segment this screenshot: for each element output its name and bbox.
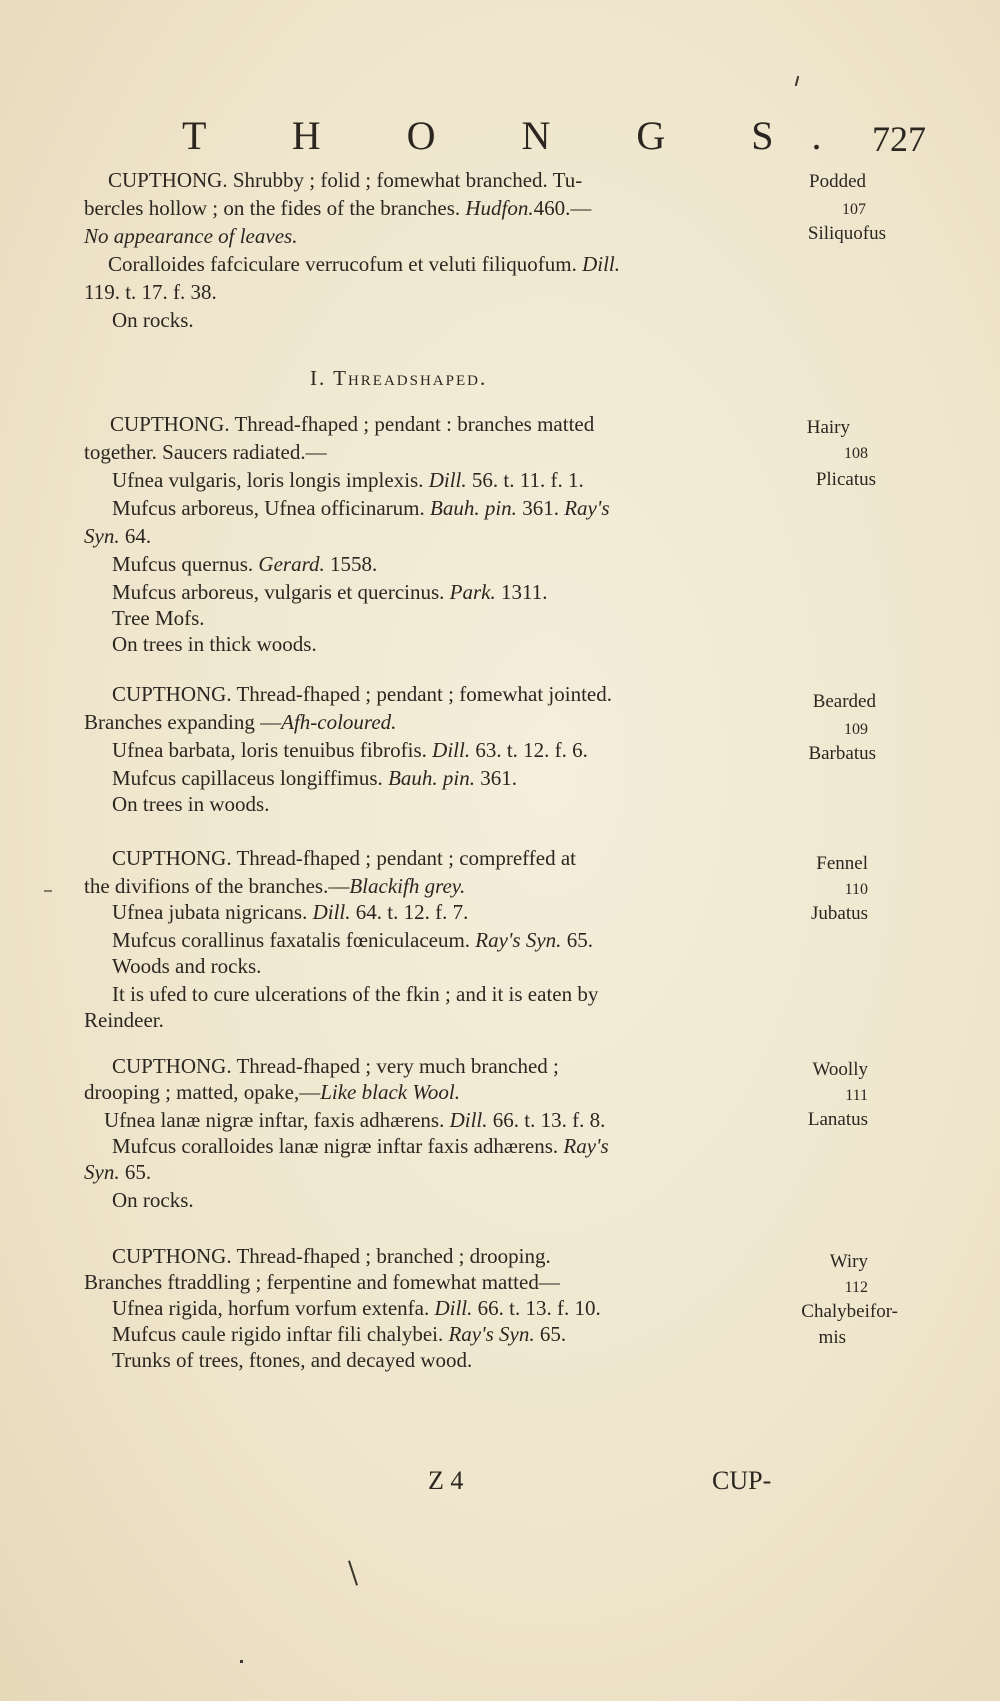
entry-line: Syn. 64. bbox=[84, 524, 152, 548]
margin-name: Fennel bbox=[816, 853, 868, 874]
entry-line: CUPTHONG. Thread-fhaped ; pendant ; fomewhat jointed. bbox=[112, 682, 612, 706]
catchword: CUP- bbox=[712, 1466, 772, 1495]
signature-mark: Z 4 bbox=[428, 1466, 464, 1495]
margin-latin: Lanatus bbox=[807, 1109, 868, 1130]
margin-latin-cont: mis bbox=[818, 1327, 846, 1348]
entry-line: CUPTHONG. Thread-fhaped ; branched ; drooping. bbox=[112, 1244, 551, 1268]
entry-line: CUPTHONG. Shrubby ; folid ; fomewhat branched. Tu- bbox=[108, 168, 583, 192]
entry-line: Ufnea lanæ nigræ inftar, faxis adhærens. Dill. 66. t. 13. f. 8. bbox=[104, 1108, 606, 1132]
entry-line: CUPTHONG. Thread-fhaped ; pendant : branches matted bbox=[110, 412, 595, 436]
section-heading: I. Threadshaped. bbox=[310, 366, 488, 390]
entry-line: Branches expanding —Afh-coloured. bbox=[84, 710, 397, 734]
entry-line: Reindeer. bbox=[84, 1008, 164, 1032]
margin-number: 111 bbox=[845, 1087, 868, 1104]
page-number: 727 bbox=[872, 119, 926, 159]
entry-line: Syn. 65. bbox=[84, 1160, 152, 1184]
entry-line: drooping ; matted, opake,—Like black Wool. bbox=[84, 1080, 460, 1104]
entry-line: Branches ftraddling ; ferpentine and fomewhat matted— bbox=[84, 1270, 560, 1294]
margin-name: Wiry bbox=[829, 1251, 868, 1272]
entry-line: Woods and rocks. bbox=[112, 954, 262, 978]
margin-latin: Barbatus bbox=[808, 743, 876, 764]
entry-line: Ufnea barbata, loris tenuibus fibrofis. Dill. 63. t. 12. f. 6. bbox=[112, 738, 588, 762]
scan-speck bbox=[795, 76, 800, 86]
running-head: T H O N G S. bbox=[182, 113, 860, 158]
entry-line: together. Saucers radiated.— bbox=[84, 440, 327, 464]
entry-line: Mufcus arboreus, Ufnea officinarum. Bauh. pin. 361. Ray's bbox=[112, 496, 610, 520]
margin-latin: Chalybeifor- bbox=[801, 1301, 898, 1322]
entry-line: Tree Mofs. bbox=[112, 606, 205, 630]
margin-name: Woolly bbox=[812, 1059, 868, 1080]
entry-line: Ufnea vulgaris, loris longis implexis. Dill. 56. t. 11. f. 1. bbox=[112, 468, 584, 492]
entry-line: Mufcus capillaceus longiffimus. Bauh. pin. 361. bbox=[112, 766, 517, 790]
margin-latin: Siliquofus bbox=[807, 223, 886, 244]
entry-line: Ufnea jubata nigricans. Dill. 64. t. 12. f. 7. bbox=[112, 900, 469, 924]
entry-line: It is ufed to cure ulcerations of the fkin ; and it is eaten by bbox=[112, 982, 599, 1006]
entry-line: the divifions of the branches.—Blackifh grey. bbox=[84, 874, 466, 898]
entry-line: On rocks. bbox=[112, 1188, 194, 1212]
entry-line: Mufcus coralloides lanæ nigræ inftar faxis adhærens. Ray's bbox=[112, 1134, 609, 1158]
entry-line: Mufcus arboreus, vulgaris et quercinus. Park. 1311. bbox=[112, 580, 548, 604]
scan-speck bbox=[44, 890, 52, 892]
entry-line: No appearance of leaves. bbox=[84, 224, 298, 248]
margin-number: 110 bbox=[844, 881, 868, 898]
entry-line: Mufcus caule rigido inftar fili chalybei. Ray's Syn. 65. bbox=[112, 1322, 567, 1346]
entry-line: 119. t. 17. f. 38. bbox=[84, 280, 217, 304]
entry-line: Mufcus corallinus faxatalis fœniculaceum. Ray's Syn. 65. bbox=[112, 928, 593, 952]
margin-latin: Plicatus bbox=[815, 469, 876, 490]
entry-line: Trunks of trees, ftones, and decayed wood. bbox=[112, 1348, 473, 1372]
margin-latin: Jubatus bbox=[811, 903, 868, 924]
margin-name: Bearded bbox=[812, 691, 876, 712]
margin-number: 109 bbox=[844, 721, 868, 738]
entry-line: Mufcus quernus. Gerard. 1558. bbox=[112, 552, 378, 576]
entry-line: On trees in thick woods. bbox=[112, 632, 317, 656]
margin-number: 108 bbox=[844, 445, 868, 462]
entry-line: Coralloides fafciculare verrucofum et veluti filiquofum. Dill. bbox=[108, 252, 621, 276]
margin-name: Podded bbox=[809, 171, 866, 192]
entry-line: bercles hollow ; on the fides of the branches. Hudfon.460.— bbox=[84, 196, 592, 220]
entry-line: On rocks. bbox=[112, 308, 194, 332]
entry-line: CUPTHONG. Thread-fhaped ; very much branched ; bbox=[112, 1054, 559, 1078]
margin-number: 107 bbox=[842, 201, 866, 218]
entry-line: CUPTHONG. Thread-fhaped ; pendant ; compreffed at bbox=[112, 846, 576, 870]
scan-speck bbox=[348, 1560, 358, 1585]
entry-line: Ufnea rigida, horfum vorfum extenfa. Dill. 66. t. 13. f. 10. bbox=[112, 1296, 601, 1320]
scan-speck bbox=[240, 1660, 243, 1663]
entry-line: On trees in woods. bbox=[112, 792, 270, 816]
margin-name: Hairy bbox=[806, 417, 850, 438]
margin-number: 112 bbox=[844, 1279, 868, 1296]
